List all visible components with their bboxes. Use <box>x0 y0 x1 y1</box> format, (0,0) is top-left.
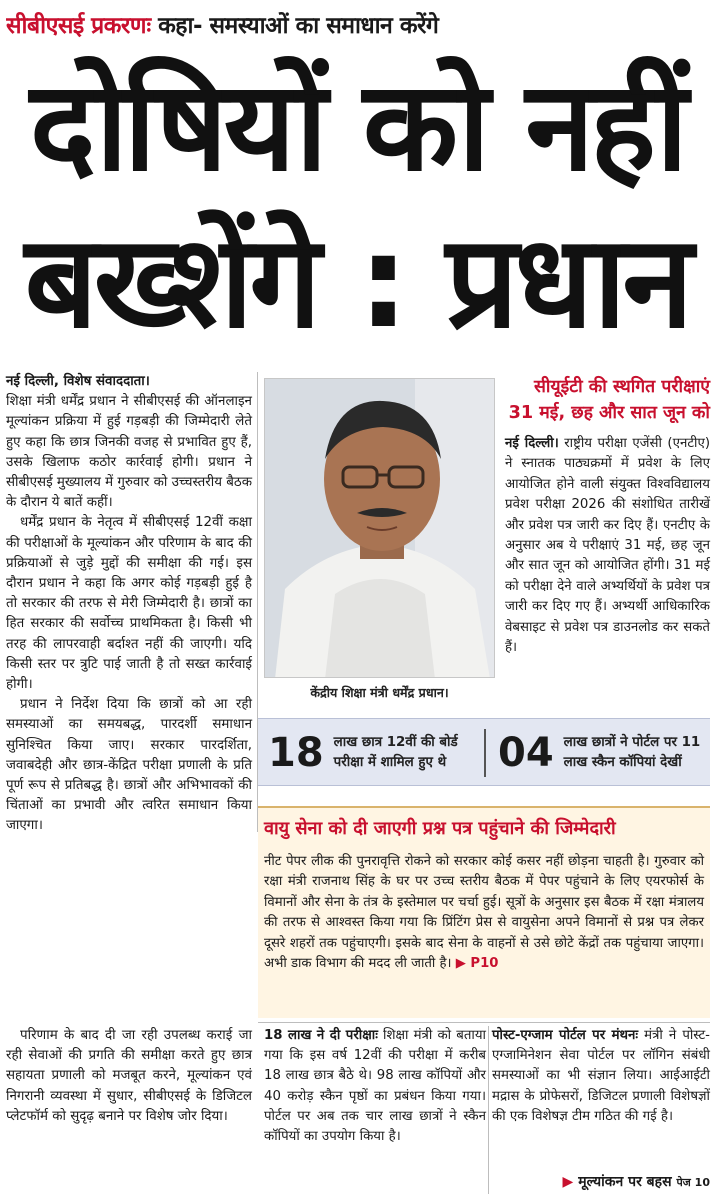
airforce-box <box>258 806 710 1018</box>
kicker <box>6 6 708 46</box>
stat-text: लाख छात्र 12वीं की बोर्ड परीक्षा में शामिल हुए थे <box>333 735 458 770</box>
cuet-story <box>505 434 710 658</box>
page-reference: ▶ P10 <box>455 956 499 972</box>
cuet-dateline: नई दिल्ली। <box>505 436 559 451</box>
portal-sidebar <box>492 1026 710 1127</box>
stat-number: 04 <box>498 730 554 776</box>
section-divider <box>258 1022 710 1023</box>
portal-sidebar-lead: पोस्ट-एग्जाम पोर्टल पर मंथनः <box>492 1028 639 1043</box>
portal-sidebar-body: मंत्री ने पोस्ट-एग्जामिनेशन सेवा पोर्टल पर लॉगिन संबंधी समस्याओं का भी संज्ञान लिया। आईआईटी मद्रास के प्रोफेसरों, डिजिटल प्रणाली विशेषज्ञों की एक विशेषज्ञ टीम गठित की गई है। <box>492 1028 710 1124</box>
airforce-story <box>264 852 704 974</box>
arrow-icon: ▶ <box>562 1174 574 1190</box>
stat-students <box>268 725 478 781</box>
cuet-headline <box>502 374 710 426</box>
main-story <box>6 372 252 837</box>
stat-portal <box>498 725 704 781</box>
footer-page: पेज 10 <box>676 1176 710 1189</box>
stat-number: 18 <box>268 730 324 776</box>
airforce-body: नीट पेपर लीक की पुनरावृत्ति रोकने को सरकार कोई कसर नहीं छोड़ना चाहती है। गुरुवार को रक्षा मंत्री राजनाथ सिंह के घर पर उच्च स्तरीय बैठक में पेपर पहुंचाने के लिए एयरफोर्स के विमानों और सेना के तंत्र के इस्तेमाल पर चर्चा हुई। सूत्रों के अनुसार इस बैठक में रक्षा मंत्रालय की तरफ से आश्वस्त किया गया कि प्रिंटिंग प्रेस से वायुसेना अपने विमानों से प्रश्न पत्र लेकर दूसरे शहरों तक पहुंचाएगी। इसके बाद सेना के वाहनों से उसे छोटे केंद्रों तक पहुंचाया जाएगा। अभी डाक विभाग की मदद ली जाती है। <box>264 854 704 972</box>
story-paragraph-1: शिक्षा मंत्री धर्मेंद्र प्रधान ने सीबीएसई की ऑनलाइन मूल्यांकन प्रक्रिया में हुई गड़बड़ी की जिम्मेदारी लेते हुए कहा कि छात्र जिनकी वजह से प्रभावित हुए हैं, उसके खिलाफ कठोर कार्रवाई होगी। प्रधान ने सीबीएसई मुख्यालय में गुरुवार को उच्चस्तरीय बैठक के दौरान ये बातें कहीं। <box>6 394 252 511</box>
photo-caption: केंद्रीय शिक्षा मंत्री धर्मेंद्र प्रधान। <box>310 685 449 700</box>
story-paragraph-3: प्रधान ने निर्देश दिया कि छात्रों को आ रही समस्याओं का समयबद्ध, पारदर्शी समाधान सुनिश्चित किया जाए। सरकार पारदर्शिता, जवाबदेही और छात्र-केंद्रित परीक्षा प्रणाली के प्रति पूर्ण रूप से प्रतिबद्ध है। छात्रों और अभिभावकों की चिंताओं का प्रभावी और त्वरित समाधान किया जाएगा। <box>6 697 252 834</box>
stat-divider <box>484 729 486 777</box>
main-story-continued <box>6 1026 252 1127</box>
story-paragraph-4: परिणाम के बाद दी जा रही उपलब्ध कराई जा रही सेवाओं की प्रगति की समीक्षा करते हुए छात्र सहायता प्रणाली को मजबूत करने, मूल्यांकन एवं निगरानी व्यवस्था में सुधार, सीबीएसई के डिजिटल प्लेटफॉर्म को सुदृढ़ बनाने पर विशेष जोर दिया। <box>6 1028 252 1124</box>
stat-text: लाख छात्रों ने पोर्टल पर 11 लाख स्कैन कॉपियां देखीं <box>563 735 701 770</box>
cuet-headline-line-2: 31 मई, छह और सात जून को <box>508 403 710 423</box>
exam-sidebar-body: शिक्षा मंत्री को बताया गया कि इस वर्ष 12वीं की परीक्षा में करीब 18 लाख छात्र बैठे थे। 98 लाख कॉपियों और 40 करोड़ स्कैन पृष्ठों का प्रबंधन किया गया। पोर्टल पर अब तक चार लाख छात्रों ने स्कैन कॉपियों का उपयोग किया है। <box>264 1028 487 1145</box>
kicker-label: सीबीएसई प्रकरणः <box>6 13 151 39</box>
minister-photo <box>264 378 495 678</box>
story-paragraph-2: धर्मेंद्र प्रधान के नेतृत्व में सीबीएसई 12वीं कक्षा की परीक्षाओं के मूल्यांकन और परिणाम के बाद की प्रक्रियाओं से जुड़े मुद्दों की समीक्षा की गई। इस दौरान प्रधान ने कहा कि अगर कोई गड़बड़ी हुई है तो सरकार की तरफ से मेरी जिम्मेदारी है। छात्रों का हित सरकार की सर्वोच्च प्राथमिकता है। किसी भी तरह की लापरवाही बर्दाश्त नहीं की जाएगी। यदि किसी स्तर पर त्रुटि पाई जाती है तो सख्त कार्रवाई होगी। <box>6 515 252 693</box>
dateline: नई दिल्ली, विशेष संवाददाता। <box>6 374 150 389</box>
exam-sidebar <box>264 1026 486 1147</box>
continuation-footer <box>500 1170 710 1195</box>
cuet-headline-line-1: सीयूईटी की स्थगित परीक्षाएं <box>533 377 710 397</box>
exam-sidebar-lead: 18 लाख ने दी परीक्षाः <box>264 1028 378 1043</box>
headline-line-1: दोषियों को नहीं <box>29 55 685 199</box>
kicker-text: कहा- समस्याओं का समाधान करेंगे <box>158 13 439 39</box>
stats-strip <box>258 718 710 786</box>
footer-text: मूल्यांकन पर बहस <box>578 1174 672 1190</box>
headline-line-2: बख्शेंगे : प्रधान <box>24 208 690 357</box>
airforce-headline: वायु सेना को दी जाएगी प्रश्न पत्र पहुंचाने की जिम्मेदारी <box>264 818 616 839</box>
column-divider <box>488 1026 489 1194</box>
cuet-body: राष्ट्रीय परीक्षा एजेंसी (एनटीए) ने स्नातक पाठ्यक्रमों में प्रवेश के लिए आयोजित होने वाली संयुक्त विश्वविद्यालय प्रवेश परीक्षा 2026 की संशोधित तारीखें और प्रवेश पत्र जारी कर दिए हैं। एनटीए के अनुसार अब ये परीक्षाएं 31 मई, छह जून और सात जून को आयोजित होंगी। 31 मई को परीक्षा देने वाले अभ्यर्थियों के प्रवेश पत्र जारी कर दिए गए हैं। अभ्यर्थी आधिकारिक वेबसाइट से प्रवेश पत्र डाउनलोड कर सकते हैं। <box>505 436 711 656</box>
